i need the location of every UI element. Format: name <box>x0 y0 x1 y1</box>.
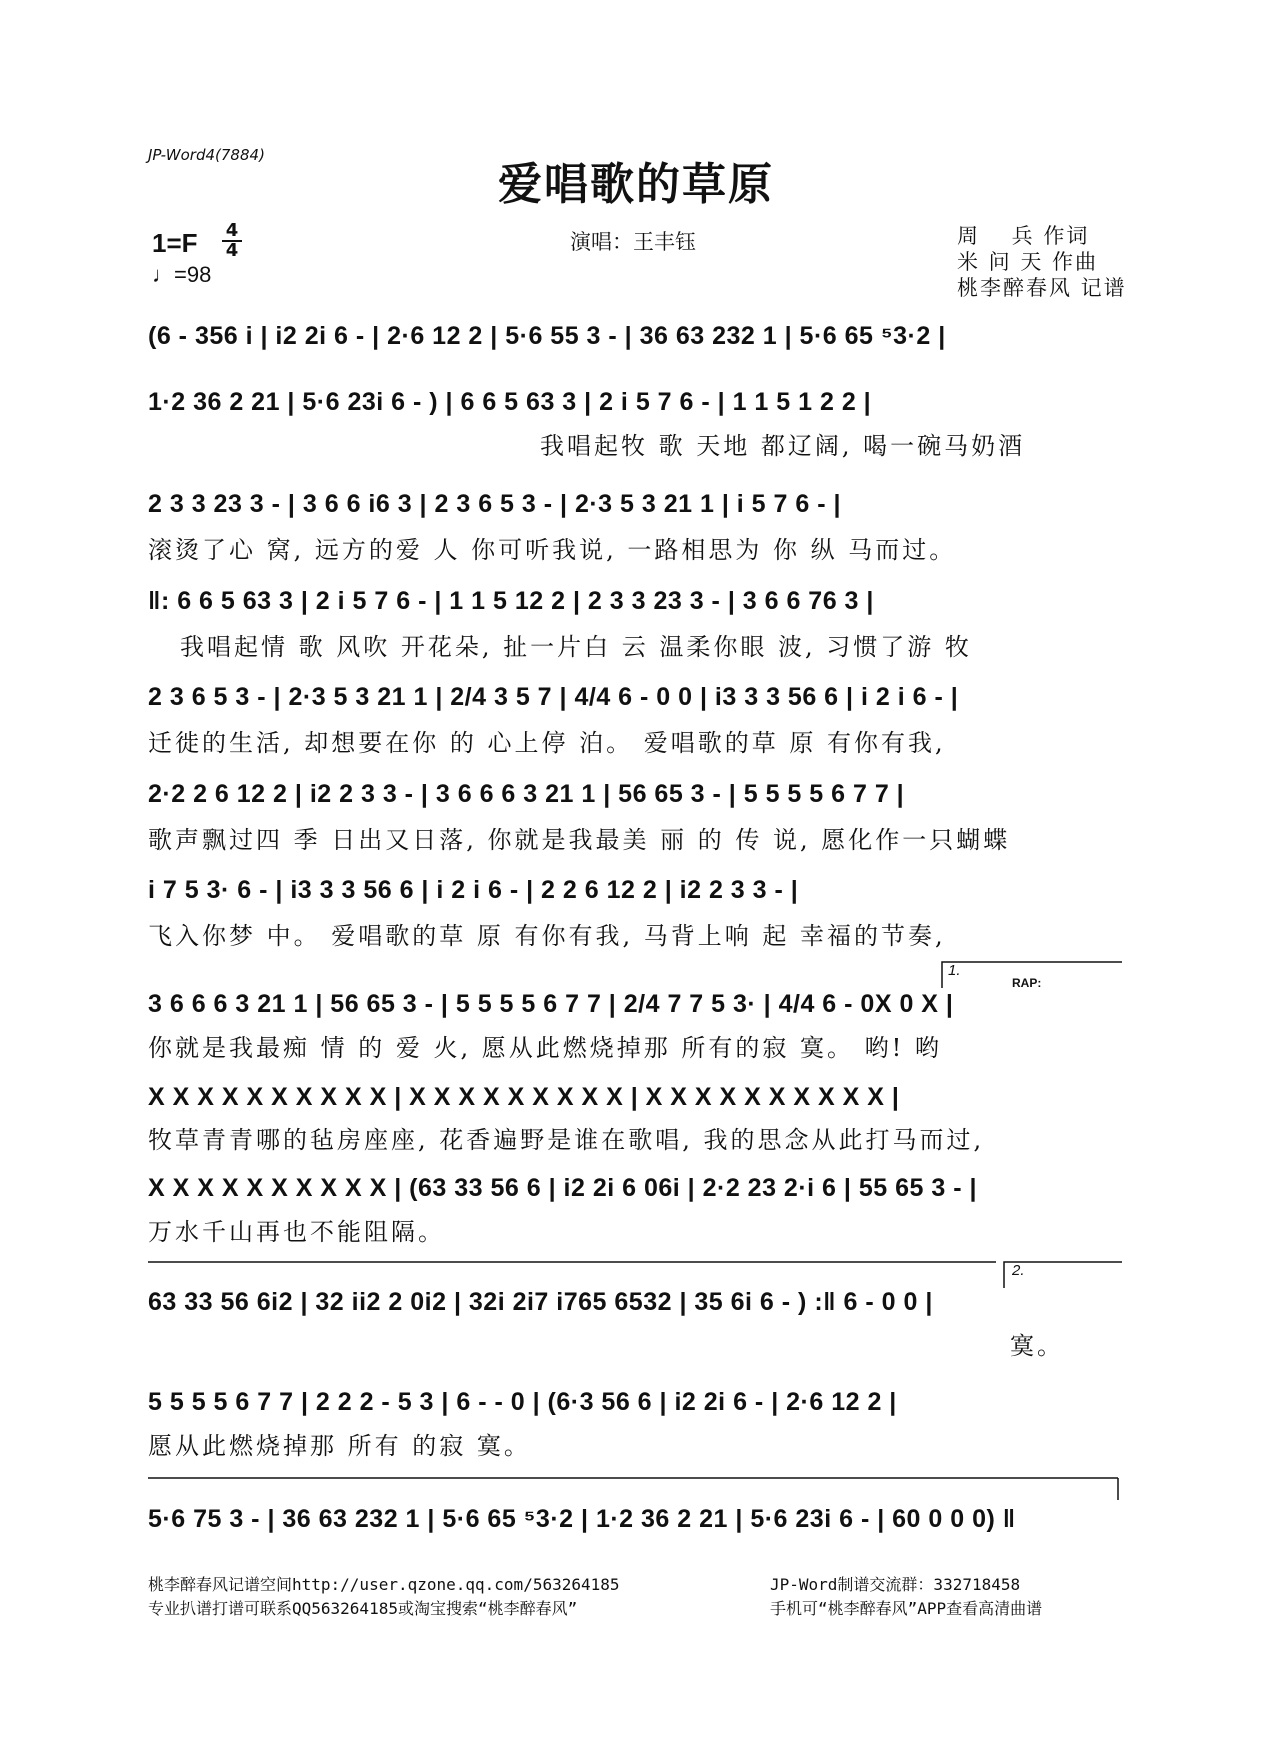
volta-2-bracket <box>1004 1262 1122 1288</box>
score-line-5: 2 3 6 5 3 - | 2·3 5 3 21 1 | 2/4 3 5 7 | 4/4 6 - 0 0 | i3 3 3 56 6 | i 2 i 6 - | <box>148 683 959 711</box>
lyric-line-2: 我唱起牧 歌 天地 都辽阔, 喝一碗马奶酒 <box>540 432 1026 460</box>
score-line-8: 3 6 6 6 3 21 1 | 56 65 3 - | 5 5 5 5 6 7 7 | 2/4 7 7 5 3· | 4/4 6 - 0X 0 X | <box>148 990 954 1018</box>
rap-marker: RAP: <box>1012 976 1042 990</box>
score-line-9: X X X X X X X X X X | X X X X X X X X X | X X X X X X X X X X | <box>148 1083 900 1111</box>
footer-right-1: JP-Word制谱交流群：332718458 <box>770 1575 1021 1594</box>
score-line-3: 2 3 3 23 3 - | 3 6 6 i6 3 | 2 3 6 5 3 - | 2·3 5 3 21 1 | i 5 7 6 - | <box>148 490 841 518</box>
key-signature: 1=F <box>152 228 198 258</box>
tempo-marking: ♩=98 <box>152 262 212 287</box>
score-line-7: i 7 5 3· 6 - | i3 3 3 56 6 | i 2 i 6 - | 2 2 6 12 2 | i2 2 3 3 - | <box>148 876 799 904</box>
lyric-line-4: 我唱起情 歌 风吹 开花朵, 扯一片白 云 温柔你眼 波, 习惯了游 牧 <box>180 633 972 661</box>
footer-left-2: 专业扒谱打谱可联系QQ563264185或淘宝搜索“桃李醉春风” <box>148 1599 578 1618</box>
volta-1-label: 1. <box>948 962 961 979</box>
score-line-1: (6 - 356 i | i2 2i 6 - | 2·6 12 2 | 5·6 55 3 - | 36 63 232 1 | 5·6 65 ⁵3·2 | <box>148 322 946 350</box>
lyric-line-3: 滚烫了心 窝, 远方的爱 人 你可听我说, 一路相思为 你 纵 马而过。 <box>148 536 957 564</box>
score-line-4: ‖: 6 6 5 63 3 | 2 i 5 7 6 - | 1 1 5 12 2 | 2 3 3 23 3 - | 3 6 6 76 3 | <box>148 587 874 615</box>
lyric-line-6: 歌声飘过四 季 日出又日落, 你就是我最美 丽 的 传 说, 愿化作一只蝴蝶 <box>148 826 1011 854</box>
composer-credit: 米 问 天 作曲 <box>957 250 1099 274</box>
lyric-line-9: 牧草青青哪的毡房座座, 花香遍野是谁在歌唱, 我的思念从此打马而过, <box>148 1126 985 1154</box>
score-line-11: 63 33 56 6i2 | 32 ii2 2 0i2 | 32i 2i7 i765 6532 | 35 6i 6 - ) :‖ 6 - 0 0 | <box>148 1288 933 1316</box>
volta-1-bracket <box>942 962 1122 988</box>
score-line-2: 1·2 36 2 21 | 5·6 23i 6 - ) | 6 6 5 63 3 | 2 i 5 7 6 - | 1 1 5 1 2 2 | <box>148 388 872 416</box>
score-line-6: 2·2 2 6 12 2 | i2 2 3 3 - | 3 6 6 6 3 21 1 | 56 65 3 - | 5 5 5 5 6 7 7 | <box>148 780 905 808</box>
transcriber-credit: 桃李醉春风 记谱 <box>957 276 1127 300</box>
lyric-line-5: 迁徙的生活, 却想要在你 的 心上停 泊。 爱唱歌的草 原 有你有我, <box>148 729 946 757</box>
meter-bottom: 4 <box>225 240 239 261</box>
meter-top: 4 <box>225 220 239 241</box>
app-label: JP-Word4(7884) <box>148 146 265 164</box>
footer-right-2: 手机可“桃李醉春风”APP查看高清曲谱 <box>770 1599 1043 1618</box>
singer-credit: 演唱：王丰钰 <box>570 230 696 254</box>
score-line-13: 5·6 75 3 - | 36 63 232 1 | 5·6 65 ⁵3·2 | 1·2 36 2 21 | 5·6 23i 6 - | 60 0 0 0) ‖ <box>148 1505 1016 1533</box>
song-title: 爱唱歌的草原 <box>498 159 774 210</box>
volta-2-label: 2. <box>1012 1262 1025 1279</box>
score-line-10: X X X X X X X X X X | (63 33 56 6 | i2 2i 6 06i | 2·2 23 2·i 6 | 55 65 3 - | <box>148 1174 977 1202</box>
footer-left-1: 桃李醉春风记谱空间http://user.qzone.qq.com/563264185 <box>148 1575 620 1594</box>
score-line-12: 5 5 5 5 6 7 7 | 2 2 2 - 5 3 | 6 - - 0 | (6·3 56 6 | i2 2i 6 - | 2·6 12 2 | <box>148 1388 897 1416</box>
lyric-line-11: 寞。 <box>1010 1332 1064 1360</box>
lyric-line-12: 愿从此燃烧掉那 所有 的寂 寞。 <box>148 1432 531 1460</box>
lyric-line-10: 万水千山再也不能阻隔。 <box>148 1218 445 1246</box>
lyricist-credit: 周 兵 作词 <box>957 224 1090 248</box>
lyric-line-8: 你就是我最痴 情 的 爱 火, 愿从此燃烧掉那 所有的寂 寞。 哟! 哟 <box>148 1034 942 1062</box>
lyric-line-7: 飞入你梦 中。 爱唱歌的草 原 有你有我, 马背上响 起 幸福的节奏, <box>148 922 946 950</box>
